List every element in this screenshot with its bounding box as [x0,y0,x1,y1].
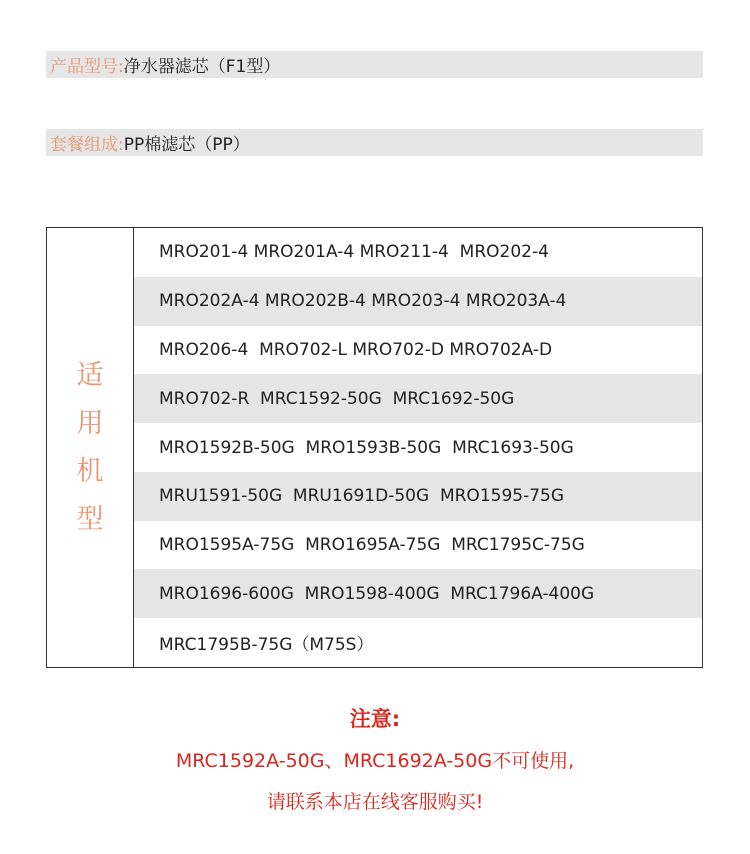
model-row: MRC1795B-75G（M75S） [159,635,374,656]
heading-char: 适 [76,359,104,391]
model-row: MRO206-4 MRO702-L MRO702-D MRO702A-D [159,339,553,360]
product-model-label: 产品型号: [50,57,124,77]
compatible-models-heading [47,228,134,667]
package-value: PP棉滤芯（PP） [123,135,250,155]
product-model-bar [46,51,703,78]
heading-char: 机 [76,455,104,487]
model-row: MRO1592B-50G MRO1593B-50G MRC1693-50G [159,437,574,458]
model-row: MRO702-R MRC1592-50G MRC1692-50G [134,374,702,423]
heading-char: 用 [76,407,104,439]
package-bar [46,129,703,156]
compatible-models-list [134,228,702,667]
package-label: 套餐组成: [50,135,124,155]
compatible-models-table [46,227,703,668]
model-row: MRO202A-4 MRO202B-4 MRO203-4 MRO203A-4 [134,277,702,326]
product-model-value: 净水器滤芯（F1型） [123,57,281,77]
model-row: MRO1696-600G MRO1598-400G MRC1796A-400G [134,569,702,618]
model-row: MRO1595A-75G MRO1695A-75G MRC1795C-75G [159,535,585,556]
model-row: MRO201-4 MRO201A-4 MRO211-4 MRO202-4 [159,242,549,263]
model-row: MRU1591-50G MRU1691D-50G MRO1595-75G [134,472,702,521]
heading-char: 型 [76,503,104,535]
notice-title: 注意: [349,707,401,731]
notice-contact-text: 请联系本店在线客服购买! [266,791,484,813]
notice-incompatible-text: MRC1592A-50G、MRC1692A-50G不可使用, [175,750,575,772]
